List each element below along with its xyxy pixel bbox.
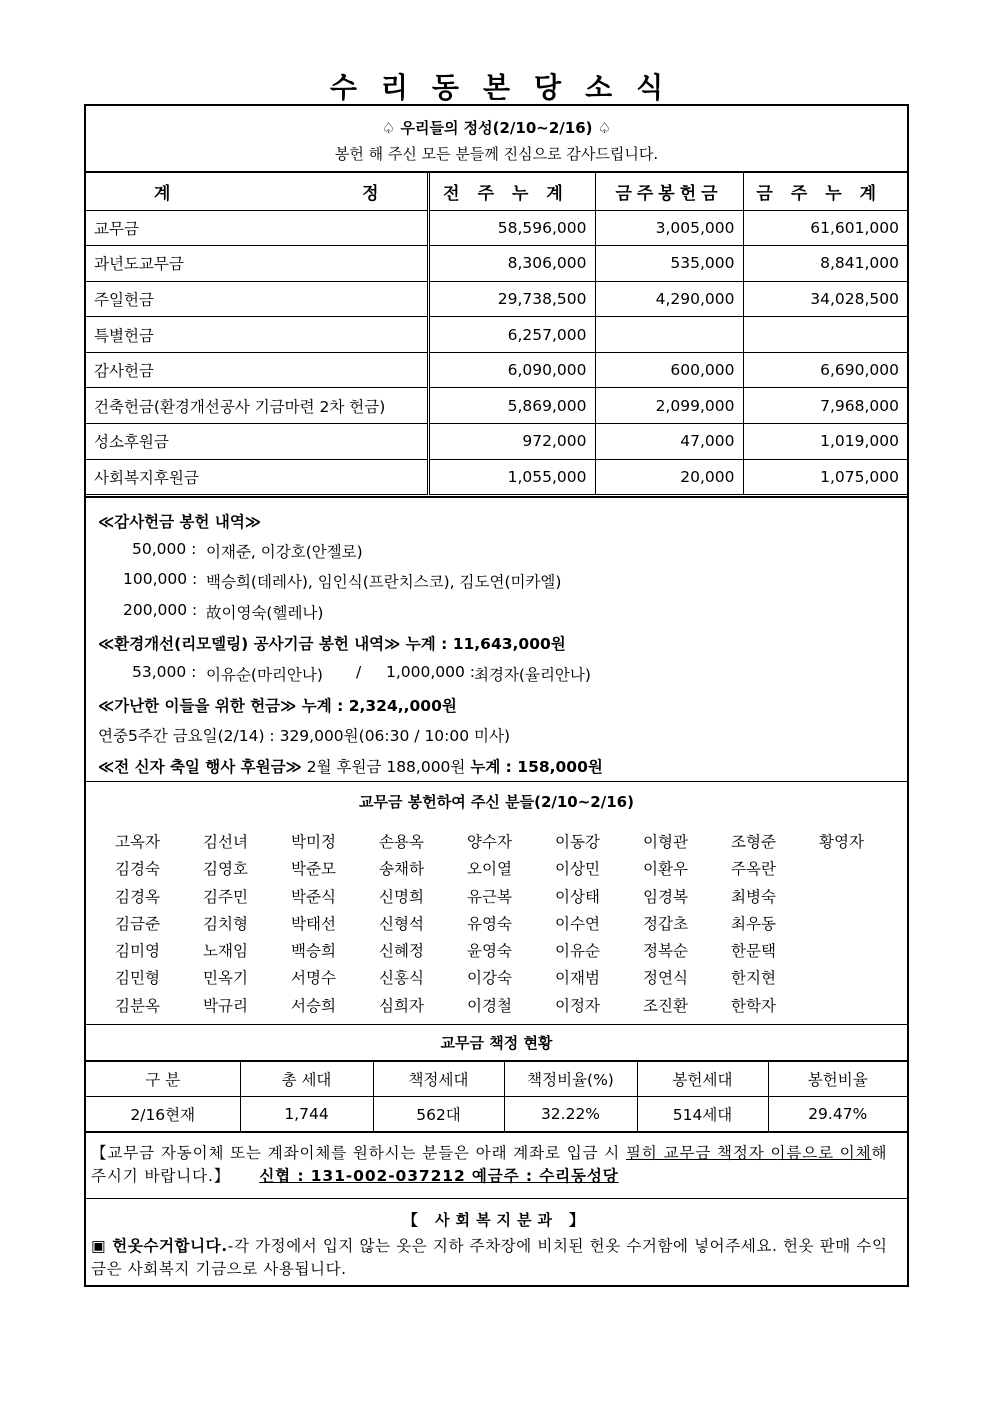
- donor-name: 이정자: [555, 996, 600, 1015]
- table-row: 특별헌금 6,257,000: [86, 317, 907, 353]
- poor-title: ≪가난한 이들을 위한 헌금≫ 누계 : 2,324,,000원: [98, 697, 457, 715]
- donor-name: 한문택: [731, 942, 776, 961]
- donor-name: 윤영숙: [467, 942, 512, 961]
- assessment-table: [86, 1061, 907, 1133]
- donor-name: 박미정: [291, 833, 336, 851]
- donor-name: 오이열: [467, 860, 512, 879]
- donor-name: 김경숙: [115, 860, 160, 879]
- table-row: 건축헌금(환경개선공사 기금마련 2차 헌금) 5,869,000 2,099,000 7,968,000: [86, 388, 907, 424]
- offering-header: [86, 106, 907, 173]
- donor-name: 박준식: [291, 887, 336, 906]
- page-title: 수리동본당소식: [329, 71, 688, 104]
- col-prev-total: 전주누계: [428, 173, 595, 210]
- thanks-names: 故이영숙(헬레나): [206, 604, 324, 622]
- thanks-amount: 100,000 :: [123, 570, 198, 588]
- donor-name: 김경옥: [115, 887, 160, 906]
- remodel-separator: /: [356, 663, 362, 681]
- table-row: 주일헌금 29,738,500 4,290,000 34,028,500: [86, 281, 907, 317]
- donor-name: 이경철: [467, 996, 512, 1015]
- donor-name: 백승희: [291, 942, 336, 961]
- offering-table-header: [86, 173, 907, 210]
- table-row: 감사헌금 6,090,000 600,000 6,690,000: [86, 352, 907, 388]
- donor-grid: [115, 830, 907, 1021]
- donor-name: 유영숙: [467, 914, 512, 933]
- donor-name: [819, 885, 907, 912]
- offering-table: [86, 173, 907, 495]
- donor-name: 이상민: [555, 860, 600, 879]
- remodel-title: ≪환경개선(리모델링) 공사기금 봉헌 내역≫ 누계 : 11,643,000원: [98, 635, 566, 653]
- offering-details: [86, 496, 907, 782]
- notice-text: 【교무금 자동이체 또는 계좌이체를 원하시는 분들은 아래 계좌로 입금 시: [91, 1144, 621, 1162]
- donor-name: 이강숙: [467, 969, 512, 988]
- donor-name: [819, 912, 907, 939]
- festival-title: ≪전 신자 축일 행사 후원금≫: [98, 758, 302, 776]
- col-account: 계 정: [86, 173, 428, 210]
- donor-name: 최병숙: [731, 887, 776, 906]
- donor-name: 서명수: [291, 969, 336, 988]
- donor-name: 이동강: [555, 833, 600, 851]
- transfer-notice: [86, 1133, 907, 1199]
- donor-name: 정갑초: [643, 914, 688, 933]
- donor-name: 민옥기: [203, 969, 248, 988]
- donor-name: [819, 994, 907, 1021]
- donor-name: 박준모: [291, 860, 336, 879]
- donor-name: 조진환: [643, 996, 688, 1015]
- thanks-title: ≪감사헌금 봉헌 내역≫: [98, 513, 262, 531]
- notice-emphasis: 필히 교무금 책정자 이름으로 이체: [626, 1144, 872, 1162]
- poor-detail: 연중5주간 금요일(2/14) : 329,000원(06:30 / 10:00 미사): [98, 727, 511, 745]
- col-week-offering: 금주봉헌금: [595, 173, 743, 210]
- donor-name: 김주민: [203, 887, 248, 906]
- thanks-names: 백승희(데레사), 임인식(프란치스코), 김도연(미카엘): [206, 573, 562, 591]
- donor-name: 심희자: [379, 996, 424, 1015]
- thanks-amount: 50,000 :: [132, 540, 197, 558]
- donor-name: 손용옥: [379, 833, 424, 851]
- donor-name: 정연식: [643, 969, 688, 988]
- donor-name: 김치형: [203, 914, 248, 933]
- donor-name: 서승희: [291, 996, 336, 1015]
- offering-heading: ♤ 우리들의 정성(2/10~2/16) ♤: [381, 119, 612, 137]
- donor-name: 한학자: [731, 996, 776, 1015]
- donor-name: 김미영: [115, 942, 160, 961]
- donor-name: 유근복: [467, 887, 512, 906]
- donor-name: 황영자: [819, 833, 864, 851]
- donor-name: [819, 857, 907, 884]
- donor-name: 김영호: [203, 860, 248, 879]
- donor-name: 이상태: [555, 887, 600, 906]
- donor-list: [86, 782, 907, 1025]
- welfare-text: -각 가정에서 입지 않는 옷은 지하 주차장에 비치된 헌옷 수거함에 넣어주세요. 헌옷 판매 수익금은 사회복지 기금으로 사용됩니다.: [91, 1237, 888, 1278]
- festival-line: [98, 755, 603, 777]
- donor-name: 신홍식: [379, 969, 424, 988]
- donor-name: 정복순: [643, 942, 688, 961]
- donor-name: 박규리: [203, 996, 248, 1015]
- donor-name: 신명희: [379, 887, 424, 906]
- donor-name: 이형관: [643, 833, 688, 851]
- thanks-names: 이재준, 이강호(안젤로): [206, 543, 363, 561]
- table-row: 과년도교무금 8,306,000 535,000 8,841,000: [86, 246, 907, 282]
- donor-name: 김금준: [115, 914, 160, 933]
- festival-month: 2월 후원금 188,000원: [306, 758, 466, 776]
- donor-name: 이재범: [555, 969, 600, 988]
- donor-name: 이환우: [643, 860, 688, 879]
- notice-text-end: 해 주시기 바랍니다.】: [91, 1144, 888, 1185]
- bank-account: 신협 : 131-002-037212 예금주 : 수리동성당: [259, 1167, 619, 1185]
- donor-name: [819, 939, 907, 966]
- donor-name: 김선녀: [203, 833, 248, 851]
- remodel-amount: 53,000 :: [132, 663, 197, 681]
- donor-name: 이유순: [555, 942, 600, 961]
- donor-name: 김민형: [115, 969, 160, 988]
- col-week-total: 금주누계: [743, 173, 907, 210]
- remodel-name: 최경자(율리안나): [474, 666, 591, 684]
- welfare-heading: ▣ 헌옷수거합니다.: [91, 1237, 228, 1255]
- assessment-title: 교무금 책정 현황: [86, 1025, 907, 1061]
- donor-name: 양수자: [467, 833, 512, 851]
- assessment-section: [86, 1025, 907, 1131]
- donor-name: 주옥란: [731, 860, 776, 879]
- donor-name: [819, 966, 907, 993]
- donor-name: 송채하: [379, 860, 424, 879]
- thanks-amount: 200,000 :: [123, 601, 198, 619]
- welfare-body: [86, 1230, 907, 1281]
- table-row: 성소후원금 972,000 47,000 1,019,000: [86, 424, 907, 460]
- offering-subheading: 봉헌 해 주신 모든 분들께 진심으로 감사드립니다.: [334, 145, 659, 163]
- donor-name: 이수연: [555, 914, 600, 933]
- table-row: 교무금 58,596,000 3,005,000 61,601,000: [86, 210, 907, 246]
- table-row: 2/16현재 1,744 562대 32.22% 514세대 29.47%: [86, 1097, 907, 1132]
- donor-name: 신형석: [379, 914, 424, 933]
- table-row: 구 분 총 세대 책정세대 책정비율(%) 봉헌세대 봉헌비율: [86, 1062, 907, 1097]
- welfare-section: [86, 1199, 907, 1287]
- donor-list-title: 교무금 봉헌하여 주신 분들(2/10~2/16): [359, 793, 634, 811]
- donor-name: 김분옥: [115, 996, 160, 1015]
- donor-name: 신혜정: [379, 942, 424, 961]
- table-row: 사회복지후원금 1,055,000 20,000 1,075,000: [86, 459, 907, 495]
- donor-name: 박태선: [291, 914, 336, 933]
- donor-name: 임경복: [643, 887, 688, 906]
- bulletin-frame: [84, 104, 909, 1287]
- donor-name: 한지현: [731, 969, 776, 988]
- remodel-amount: 1,000,000 :: [386, 663, 476, 681]
- festival-total: 누계 : 158,000원: [470, 758, 603, 776]
- donor-name: 노재임: [203, 942, 248, 961]
- donor-name: 고옥자: [115, 833, 160, 851]
- welfare-title: 【 사회복지분과 】: [402, 1211, 591, 1229]
- donor-name: 조형준: [731, 833, 776, 851]
- remodel-name: 이유순(마리안나): [206, 666, 323, 684]
- donor-name: 최우동: [731, 914, 776, 933]
